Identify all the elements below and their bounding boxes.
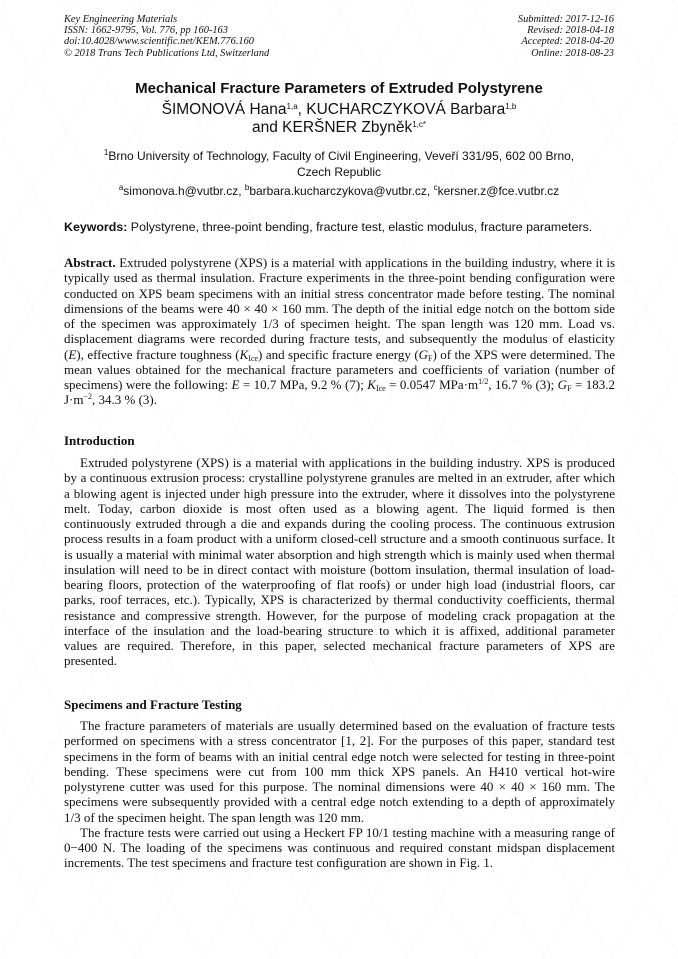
- journal-name: Key Engineering Materials: [64, 14, 178, 25]
- aff-line: Brno University of Technology, Faculty of Civil Engineering, Veveří 331/95, 602 00 Brno,: [108, 149, 575, 163]
- email: barbara.kucharczykova@vutbr.cz,: [249, 184, 434, 198]
- submitted-date: Submitted: 2017-12-16: [517, 14, 614, 25]
- symbol: G: [557, 377, 568, 392]
- author-sup: 1,b: [505, 102, 517, 111]
- subscript: F: [428, 353, 433, 363]
- specimens-body: [64, 718, 615, 871]
- aff-line: Czech Republic: [296, 164, 382, 179]
- abstract: [64, 255, 615, 408]
- email: kersner.z@fce.vutbr.cz: [437, 184, 560, 198]
- abstract-text: , 34.3 % (3).: [92, 392, 158, 408]
- doi: doi:10.4028/www.scientific.net/KEM.776.160: [64, 36, 254, 48]
- section-heading-specimens: Specimens and Fracture Testing: [64, 697, 242, 712]
- superscript: −2: [83, 392, 93, 402]
- subscript: Ice: [248, 353, 259, 363]
- paragraph: The fracture parameters of materials are usually determined based on the evaluation of fracture tests performed on specimens with a stress concentrator [1, 2]. For the purposes of this paper, standard test specimens in the form of beams with an initial central edge notch were selected for testing in three-point bending. These specimens were cut from 100 mm thick XPS panels. An H410 vertical hot-wire polystyrene cutter was used for this purpose. The nominal dimensions were 40 × 40 × 160 mm. The specimens were subsequently provided with a central edge notch extending to a depth of approximately 1/3 of the specimen height. The span length was 120 mm.: [64, 718, 615, 825]
- emails: [0, 184, 678, 198]
- author-sep: ,: [297, 101, 307, 118]
- keywords-text: Polystyrene, three-point bending, fracture test, elastic modulus, fracture parameters.: [127, 220, 593, 234]
- symbol: K: [239, 346, 249, 362]
- abstract-text: = 183.2 J·m: [64, 377, 615, 408]
- keywords: [64, 220, 592, 234]
- aff-sup: 1: [103, 148, 109, 157]
- superscript: 1/2: [478, 377, 489, 386]
- author-sup: 1,a: [286, 102, 298, 111]
- author: ŠIMONOVÁ Hana: [161, 101, 287, 118]
- journal-info: [64, 14, 269, 59]
- paper-title: Mechanical Fracture Parameters of Extruded Polystyrene: [135, 80, 543, 97]
- revised-date: Revised: 2018-04-18: [527, 25, 614, 37]
- email-sup: a: [118, 183, 124, 192]
- author: KUCHARCZYKOVÁ Barbara: [306, 101, 506, 118]
- abstract-text: = 0.0547 MPa·m: [385, 377, 479, 392]
- symbol: E: [231, 377, 240, 392]
- abstract-text: Extruded polystyrene (XPS) is a material with applications in the building industry, where it is typically used as thermal insulation. Fracture experiments in the three-point bending configuration were conducted on XPS beam specimens with an initial stress concentrator made before testing. The nominal dimensions of the beams were 40 × 40 × 160 mm. The depth of the initial edge notch on the bottom side of the specimen was approximately 1/3 of specimen height. The span length was 120 mm. Load vs. displacement diagrams were recorded during fracture tests, and subsequently the modulus of elasticity (: [64, 255, 615, 362]
- symbol: K: [367, 377, 376, 392]
- issn: ISSN: 1662-9795, Vol. 776, pp 160-163: [64, 25, 228, 37]
- abstract-label: Abstract.: [64, 255, 116, 270]
- abstract-text: , 16.7 % (3);: [488, 377, 558, 392]
- accepted-date: Accepted: 2018-04-20: [521, 36, 614, 48]
- introduction-body: [64, 455, 615, 669]
- subscript: Ice: [375, 384, 386, 393]
- email-sup: c: [433, 183, 438, 192]
- email-sup: b: [244, 183, 250, 192]
- paragraph: The fracture tests were carried out using a Heckert FP 10/1 testing machine with a measuring range of 0−400 N. The loading of the specimens was continuous and required constant midspan displacement increments. The test specimens and fracture test configuration are shown in Fig. 1.: [64, 824, 615, 871]
- abstract-text: ) and specific fracture energy (: [258, 346, 419, 362]
- affiliation: [0, 149, 678, 180]
- symbol: E: [68, 346, 77, 362]
- copyright: © 2018 Trans Tech Publications Ltd, Switzerland: [64, 47, 270, 59]
- email: simonova.h@vutbr.cz,: [123, 184, 245, 198]
- section-heading-introduction: Introduction: [64, 433, 135, 448]
- subscript: F: [567, 384, 572, 393]
- online-date: Online: 2018-08-23: [531, 47, 614, 59]
- author: and KERŠNER Zbyněk: [251, 118, 413, 136]
- paragraph: Extruded polystyrene (XPS) is a material with applications in the building industry. XPS is produced by a continuous extrusion process: crystalline polystyrene granules are melted in an extruder, after which a blowing agent is injected under high pressure into the extruder, where it dissolves into the polystyrene melt. Today, carbon dioxide is most often used as a blowing agent. The liquid formed is then continuously extruded through a die and expands during the cooling process. The continuous extrusion process results in a foam product with a uniform closed-cell structure and a smooth continuous surface. It is usually a material with minimal water absorption and high strength which is mainly used when thermal insulation will need to be in direct contact with moisture (bottom insulation, thermal insulation of load-bearing floors, protection of the waterproofing of flat roofs) or under high load (industrial floors, car parks, roof terraces, etc.). Typically, XPS is characterized by thermal conductivity coefficients, thermal resistance and compressive strength. However, for the purpose of modeling crack propagation at the interface of the insulation and the load-bearing structure to which it is affixed, additional parameter values are required. Therefore, in this paper, selected mechanical fracture parameters of XPS are presented.: [64, 455, 615, 669]
- symbol: G: [418, 346, 429, 362]
- abstract-text: ), effective fracture toughness (: [76, 346, 240, 362]
- dates-info: [518, 14, 614, 59]
- abstract-text: = 10.7 MPa, 9.2 % (7);: [239, 377, 368, 392]
- authors: [0, 101, 678, 136]
- abstract-text: ) of the XPS were determined. The mean values obtained for the mechanical fracture parameters and coefficients of variation (number of specimens) were the following:: [64, 346, 615, 392]
- keywords-label: Keywords:: [64, 220, 128, 234]
- author-sup: 1,c*: [412, 119, 427, 129]
